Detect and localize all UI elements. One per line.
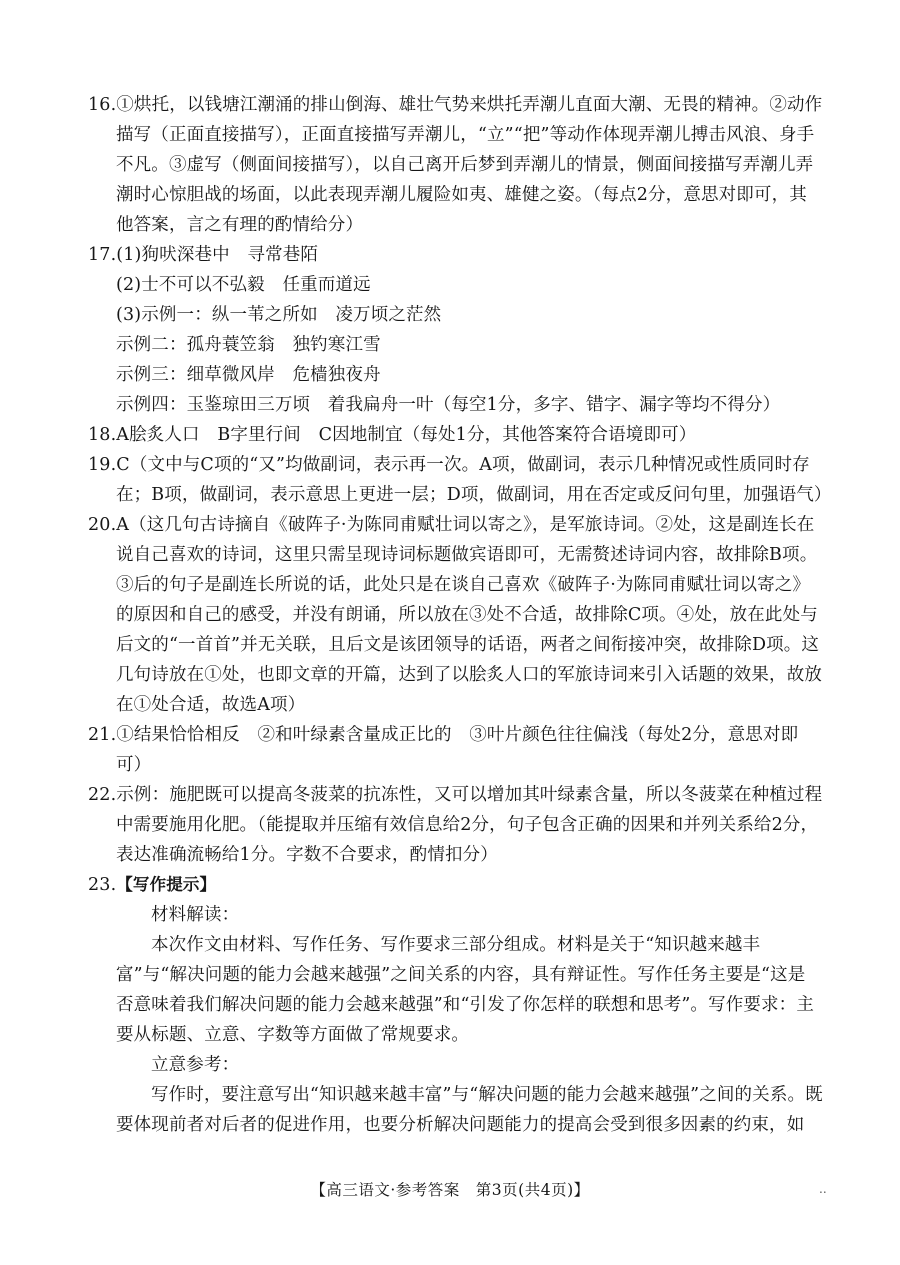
corner-mark: ..: [819, 1182, 827, 1196]
answer-17-line-6: 示例四：玉鉴琼田三万顷 着我扁舟一叶（每空1分，多字、错字、漏字等均不得分）: [116, 395, 781, 415]
answer-23-header: [88, 870, 823, 900]
answer-23-number: 23.: [88, 875, 117, 895]
material-text: 本次作文由材料、写作任务、写作要求三部分组成。材料是关于“知识越来越丰富”与“解决问题的能力会越来越强”之间关系的内容，具有辩证性。写作任务主要是“这是否意味着我们解决问题的能力会越来越强”和“引发了你怎样的联想和思考”。写作要求：主要从标题、立意、字数等方面做了常规要求。: [116, 935, 814, 1045]
answer-18: [88, 420, 823, 450]
idea-label: 立意参考：: [151, 1055, 240, 1075]
writing-tips-heading: 【写作提示】: [116, 875, 217, 894]
answer-content: [88, 90, 832, 1140]
answer-16-text: 16.①烘托，以钱塘江潮涌的排山倒海、雄壮气势来烘托弄潮儿直面大潮、无畏的精神。②动作描写（正面直接描写），正面直接描写弄潮儿，“立”“把”等动作体现弄潮儿搏击风浪、身手不凡。③虚写（侧面间接描写），以自己离开后梦到弄潮儿的情景，侧面间接描写弄潮儿弄潮时心惊胆战的场面，以此表现弄潮儿履险如夷、雄健之姿。（每点2分，意思对即可，其他答案，言之有理的酌情给分）: [88, 95, 823, 235]
answer-20: [88, 510, 823, 720]
answer-23: [88, 870, 823, 1140]
answer-21: [88, 720, 823, 780]
answer-17-line-2: (2)士不可以不弘毅 任重而道远: [116, 275, 371, 295]
answer-17-line-3: (3)示例一：纵一苇之所如 凌万顷之茫然: [116, 305, 442, 325]
answer-17-line-1: 17.(1)狗吠深巷中 寻常巷陌: [88, 245, 319, 265]
answer-17-line-4: 示例二：孤舟蓑笠翁 独钓寒江雪: [116, 335, 381, 355]
answer-19-text: 19.C（文中与C项的“又”均做副词，表示再一次。A项，做副词，表示几种情况或性质同时存在；B项，做副词，表示意思上更进一层；D项，做副词，用在否定或反问句里，加强语气）: [88, 455, 832, 505]
material-label: 材料解读：: [151, 905, 240, 925]
idea-text: 写作时，要注意写出“知识越来越丰富”与“解决问题的能力会越来越强”之间的关系。既要体现前者对后者的促进作用，也要分析解决问题能力的提高会受到很多因素的约束，如: [116, 1085, 823, 1135]
answer-21-text: 21.①结果恰恰相反 ②和叶绿素含量成正比的 ③叶片颜色往往偏浅（每处2分，意思对即可）: [88, 725, 799, 775]
answer-16: [88, 90, 823, 240]
page-footer: 【高三语文·参考答案 第3页(共4页)】: [310, 1181, 590, 1199]
answer-17: [88, 240, 823, 420]
answer-20-text: 20.A（这几句古诗摘自《破阵子·为陈同甫赋壮词以寄之》，是军旅诗词。②处，这是副连长在说自己喜欢的诗词，这里只需呈现诗词标题做宾语即可，无需赘述诗词内容，故排除B项。③后的句子是副连长所说的话，此处只是在谈自己喜欢《破阵子·为陈同甫赋壮词以寄之》的原因和自己的感受，并没有朗诵，所以放在③处不合适，故排除C项。④处，放在此处与后文的“一首首”并无关联，且后文是该团领导的话语，两者之间衔接冲突，故排除D项。这几句诗放在①处，也即文章的开篇，达到了以脍炙人口的军旅诗词来引入话题的效果，故放在①处合适，故选A项）: [88, 515, 822, 715]
answer-18-text: 18.A脍炙人口 B字里行间 C因地制宜（每处1分，其他答案符合语境即可）: [88, 425, 697, 445]
answer-22-text: 22.示例：施肥既可以提高冬菠菜的抗冻性，又可以增加其叶绿素含量，所以冬菠菜在种植过程中需要施用化肥。（能提取并压缩有效信息给2分，句子包含正确的因果和并列关系给2分，表达准确流畅给1分。字数不合要求，酌情扣分）: [88, 785, 823, 865]
answer-17-line-5: 示例三：细草微风岸 危樯独夜舟: [116, 365, 381, 385]
answer-19: [88, 450, 832, 510]
answer-22: [88, 780, 823, 870]
